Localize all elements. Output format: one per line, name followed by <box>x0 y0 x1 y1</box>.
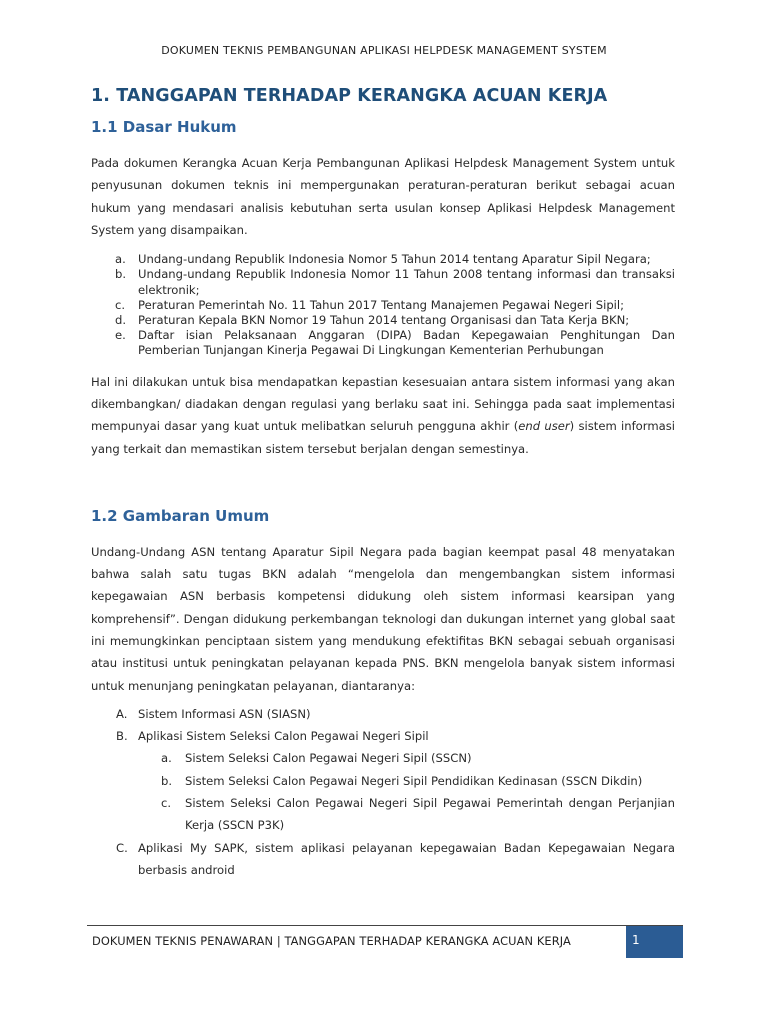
list-item-text: Peraturan Kepala BKN Nomor 19 Tahun 2014 tentang Organisasi dan Tata Kerja BKN; <box>138 313 630 327</box>
closing-text-italic: end user <box>518 419 570 434</box>
list-item-text: Aplikasi Sistem Seleksi Calon Pegawai Negeri Sipil <box>138 729 429 744</box>
closing-text-after: ) sistem informasi yang terkait dan memastikan sistem tersebut berjalan dengan semestinya. <box>91 419 675 456</box>
list-item <box>91 837 675 882</box>
sub-list-item <box>138 770 675 792</box>
subsection-title-gambaran-umum: 1.2 Gambaran Umum <box>91 506 270 525</box>
list-item-text: Sistem Seleksi Calon Pegawai Negeri Sipil Pendidikan Kedinasan (SSCN Dikdin) <box>185 773 643 788</box>
footer-title: DOKUMEN TEKNIS PENAWARAN | TANGGAPAN TERHADAP KERANGKA ACUAN KERJA <box>92 934 571 948</box>
list-marker: d. <box>115 313 127 327</box>
footer-divider <box>87 925 683 926</box>
running-header: DOKUMEN TEKNIS PEMBANGUNAN APLIKASI HELPDESK MANAGEMENT SYSTEM <box>161 44 607 57</box>
sub-list-item <box>138 792 675 837</box>
dasar-hukum-intro: Pada dokumen Kerangka Acuan Kerja Pembangunan Aplikasi Helpdesk Management System untuk penyusunan dokumen teknis ini mempergunakan peraturan-peraturan berikut sebagai acuan hukum yang mendasari analisis kebutuhan serta usulan konsep Aplikasi Helpdesk Management System yang disampaikan. <box>91 156 675 237</box>
list-item-text: Daftar isian Pelaksanaan Anggaran (DIPA) Badan Kepegawaian Penghitungan Dan Pemberian Tunjangan Kinerja Pegawai Di Lingkungan Kementerian Perhubungan <box>138 328 675 358</box>
legal-basis-list <box>91 252 675 358</box>
dasar-hukum-closing <box>91 371 675 460</box>
list-item <box>91 725 675 836</box>
subsection-title-dasar-hukum: 1.1 Dasar Hukum <box>91 118 237 136</box>
list-item-text: Undang-undang Republik Indonesia Nomor 11 Tahun 2008 tentang informasi dan transaksi elektronik; <box>138 267 675 297</box>
list-marker: A. <box>116 706 128 721</box>
list-marker: C. <box>116 840 128 855</box>
list-item-text: Sistem Seleksi Calon Pegawai Negeri Sipil Pegawai Pemerintah dengan Perjanjian Kerja (SSCN P3K) <box>185 796 675 833</box>
sub-list <box>138 747 675 836</box>
list-item <box>91 703 675 725</box>
section-title: 1. TANGGAPAN TERHADAP KERANGKA ACUAN KERJA <box>91 86 608 106</box>
list-item-text: Peraturan Pemerintah No. 11 Tahun 2017 Tentang Manajemen Pegawai Negeri Sipil; <box>138 297 625 312</box>
list-item-text: Sistem Seleksi Calon Pegawai Negeri Sipil (SSCN) <box>185 751 472 766</box>
list-item-text: Aplikasi My SAPK, sistem aplikasi pelayanan kepegawaian Badan Kepegawaian Negara berbasis android <box>138 840 675 877</box>
page-content <box>91 86 675 881</box>
gambaran-umum-intro: Undang-Undang ASN tentang Aparatur Sipil Negara pada bagian keempat pasal 48 menyatakan bahwa salah satu tugas BKN adalah “mengelola dan mengembangkan sistem informasi kepegawaian ASN berbasis kompetensi didukung oleh sistem informasi kearsipan yang komprehensif”. Dengan didukung perkembangan teknologi dan dukungan internet yang global saat ini memungkinkan penciptaan sistem yang mendukung efektifitas BKN sebagai sebuah organisasi atau institusi untuk peningkatan pelayanan kepada PNS. BKN mengelola banyak sistem informasi untuk menunjang peningkatan pelayanan, diantaranya: <box>91 544 675 693</box>
sub-list-item <box>138 747 675 769</box>
list-item <box>91 252 675 267</box>
list-item <box>91 267 675 297</box>
list-marker: a. <box>161 751 172 766</box>
list-marker: B. <box>116 729 128 744</box>
list-item <box>91 313 675 328</box>
list-marker: c. <box>115 297 126 312</box>
page-number: 1 <box>626 926 683 958</box>
list-marker: e. <box>115 328 126 343</box>
list-marker: c. <box>161 796 172 811</box>
list-marker: b. <box>115 267 127 282</box>
system-list <box>91 703 675 881</box>
list-item-text: Sistem Informasi ASN (SIASN) <box>138 706 311 721</box>
list-marker: a. <box>115 252 126 267</box>
list-marker: b. <box>161 773 173 788</box>
list-item <box>91 298 675 313</box>
list-item <box>91 328 675 358</box>
closing-text-before: Hal ini dilakukan untuk bisa mendapatkan kepastian kesesuaian antara sistem informasi yang akan dikembangkan/ diadakan dengan regulasi yang berlaku saat ini. Sehingga pada saat implementasi mempunyai dasar yang kuat untuk melibatkan seluruh pengguna akhir ( <box>91 374 675 434</box>
list-item-text: Undang-undang Republik Indonesia Nomor 5 Tahun 2014 tentang Aparatur Sipil Negara; <box>138 252 651 267</box>
